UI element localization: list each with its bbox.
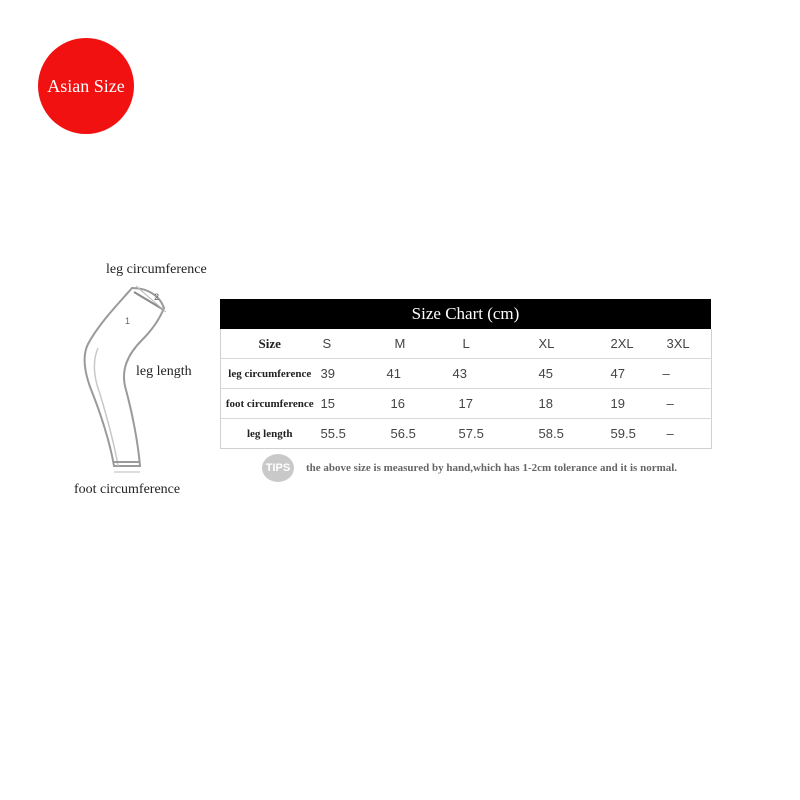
size-header-label: Size — [221, 329, 319, 359]
table-row — [221, 359, 712, 389]
table-row — [221, 419, 712, 449]
table-cell: 58.5 — [538, 426, 564, 441]
table-cell: 56.5 — [390, 426, 416, 441]
tips-note — [262, 454, 677, 482]
diagram-leg-length-label: leg length — [136, 364, 192, 379]
size-table — [220, 329, 712, 449]
size-header-cell: M — [385, 329, 451, 359]
size-chart — [220, 299, 711, 449]
tips-text: the above size is measured by hand,which has 1-2cm tolerance and it is normal. — [306, 462, 678, 474]
row-label: leg length — [246, 427, 293, 440]
size-header-cell: 2XL — [589, 329, 653, 359]
leg-sleeve-outline — [85, 288, 164, 466]
tips-badge-label: TIPS — [265, 462, 291, 474]
diagram-marker-1: 1 — [125, 316, 131, 326]
table-cell: 57.5 — [458, 426, 484, 441]
table-cell: 45 — [523, 359, 589, 389]
size-header-cell: XL — [523, 329, 589, 359]
diagram-marker-2: 2 — [154, 292, 160, 302]
table-cell: 15 — [319, 389, 385, 419]
table-cell: – — [653, 389, 712, 419]
row-label: leg circumference — [221, 359, 319, 389]
table-cell: 16 — [385, 389, 451, 419]
table-cell: 19 — [589, 389, 653, 419]
row-label: foot circumference — [221, 389, 319, 419]
table-cell: – — [666, 426, 674, 441]
size-chart-title: Size Chart (cm) — [220, 299, 711, 329]
size-header-row — [221, 329, 712, 359]
asian-size-label: Asian Size — [47, 75, 125, 96]
table-cell: 39 — [319, 359, 385, 389]
diagram-leg-circumference-label: leg circumference — [106, 262, 207, 277]
table-cell: 55.5 — [320, 426, 346, 441]
table-cell: 17 — [451, 389, 523, 419]
table-cell: 18 — [523, 389, 589, 419]
asian-size-badge — [38, 38, 134, 134]
table-cell: 59.5 — [610, 426, 636, 441]
tips-badge-icon — [262, 454, 294, 482]
table-cell: 41 — [385, 359, 451, 389]
table-cell: 47 — [589, 359, 653, 389]
leg-sleeve-illustration — [70, 282, 180, 482]
table-row — [221, 389, 712, 419]
size-header-cell: 3XL — [653, 329, 712, 359]
size-header-cell: L — [451, 329, 523, 359]
diagram-foot-circumference-label: foot circumference — [74, 482, 181, 497]
size-header-cell: S — [319, 329, 385, 359]
table-cell: 43 — [451, 359, 523, 389]
table-cell: – — [653, 359, 712, 389]
